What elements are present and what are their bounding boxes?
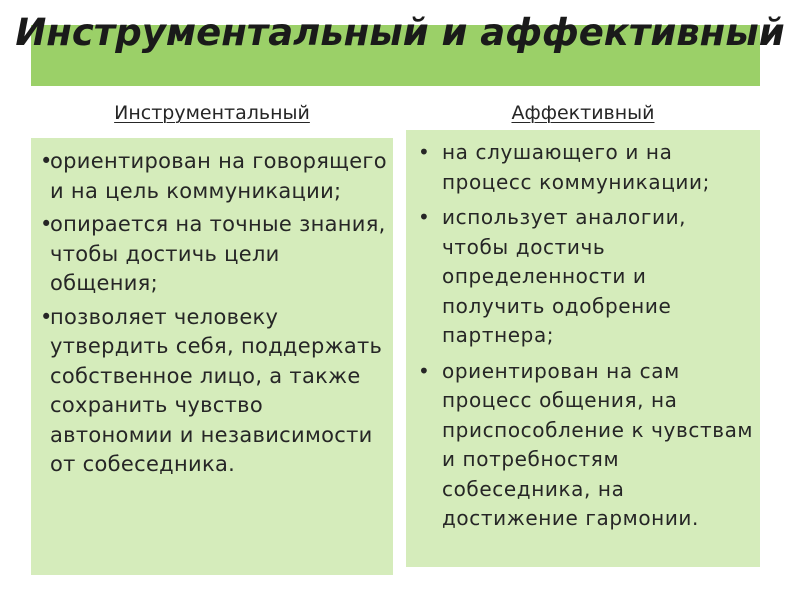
list-item-text: ориентирован на говорящего и на цель коммуникации; — [50, 149, 387, 203]
list-item-text: позволяет человеку утвердить себя, поддержать собственное лицо, а также сохранить чувство автономии и независимости от собеседника. — [50, 304, 383, 476]
left-column-heading: Инструментальный — [114, 102, 310, 124]
list-item — [40, 303, 392, 480]
left-column-box — [31, 138, 393, 575]
bullet-icon: • — [40, 212, 53, 236]
list-item — [40, 147, 392, 206]
list-item — [416, 138, 756, 197]
list-item-text: опирается на точные знания, чтобы достичь цели общения; — [50, 212, 386, 295]
right-column-box — [406, 130, 760, 567]
bullet-icon: • — [418, 140, 431, 164]
bullet-icon: • — [418, 205, 431, 229]
right-bullet-list — [416, 138, 756, 540]
list-item-text: на слушающего и на процесс коммуникации; — [442, 140, 710, 194]
list-item — [416, 357, 756, 534]
bullet-icon: • — [40, 304, 53, 329]
right-column-heading: Аффективный — [511, 102, 655, 124]
list-item-text: ориентирован на сам процесс общения, на приспособление к чувствам и потребностям собеседника, на достижение гармонии. — [442, 358, 754, 530]
list-item-text: использует аналогии, чтобы достичь определенности и получить одобрение партнера; — [442, 205, 687, 347]
bullet-icon: • — [418, 358, 431, 383]
slide-title: Инструментальный и аффективный — [15, 11, 785, 54]
bullet-icon: • — [40, 149, 53, 173]
left-bullet-list — [40, 147, 392, 484]
list-item — [40, 210, 392, 299]
list-item — [416, 203, 756, 351]
